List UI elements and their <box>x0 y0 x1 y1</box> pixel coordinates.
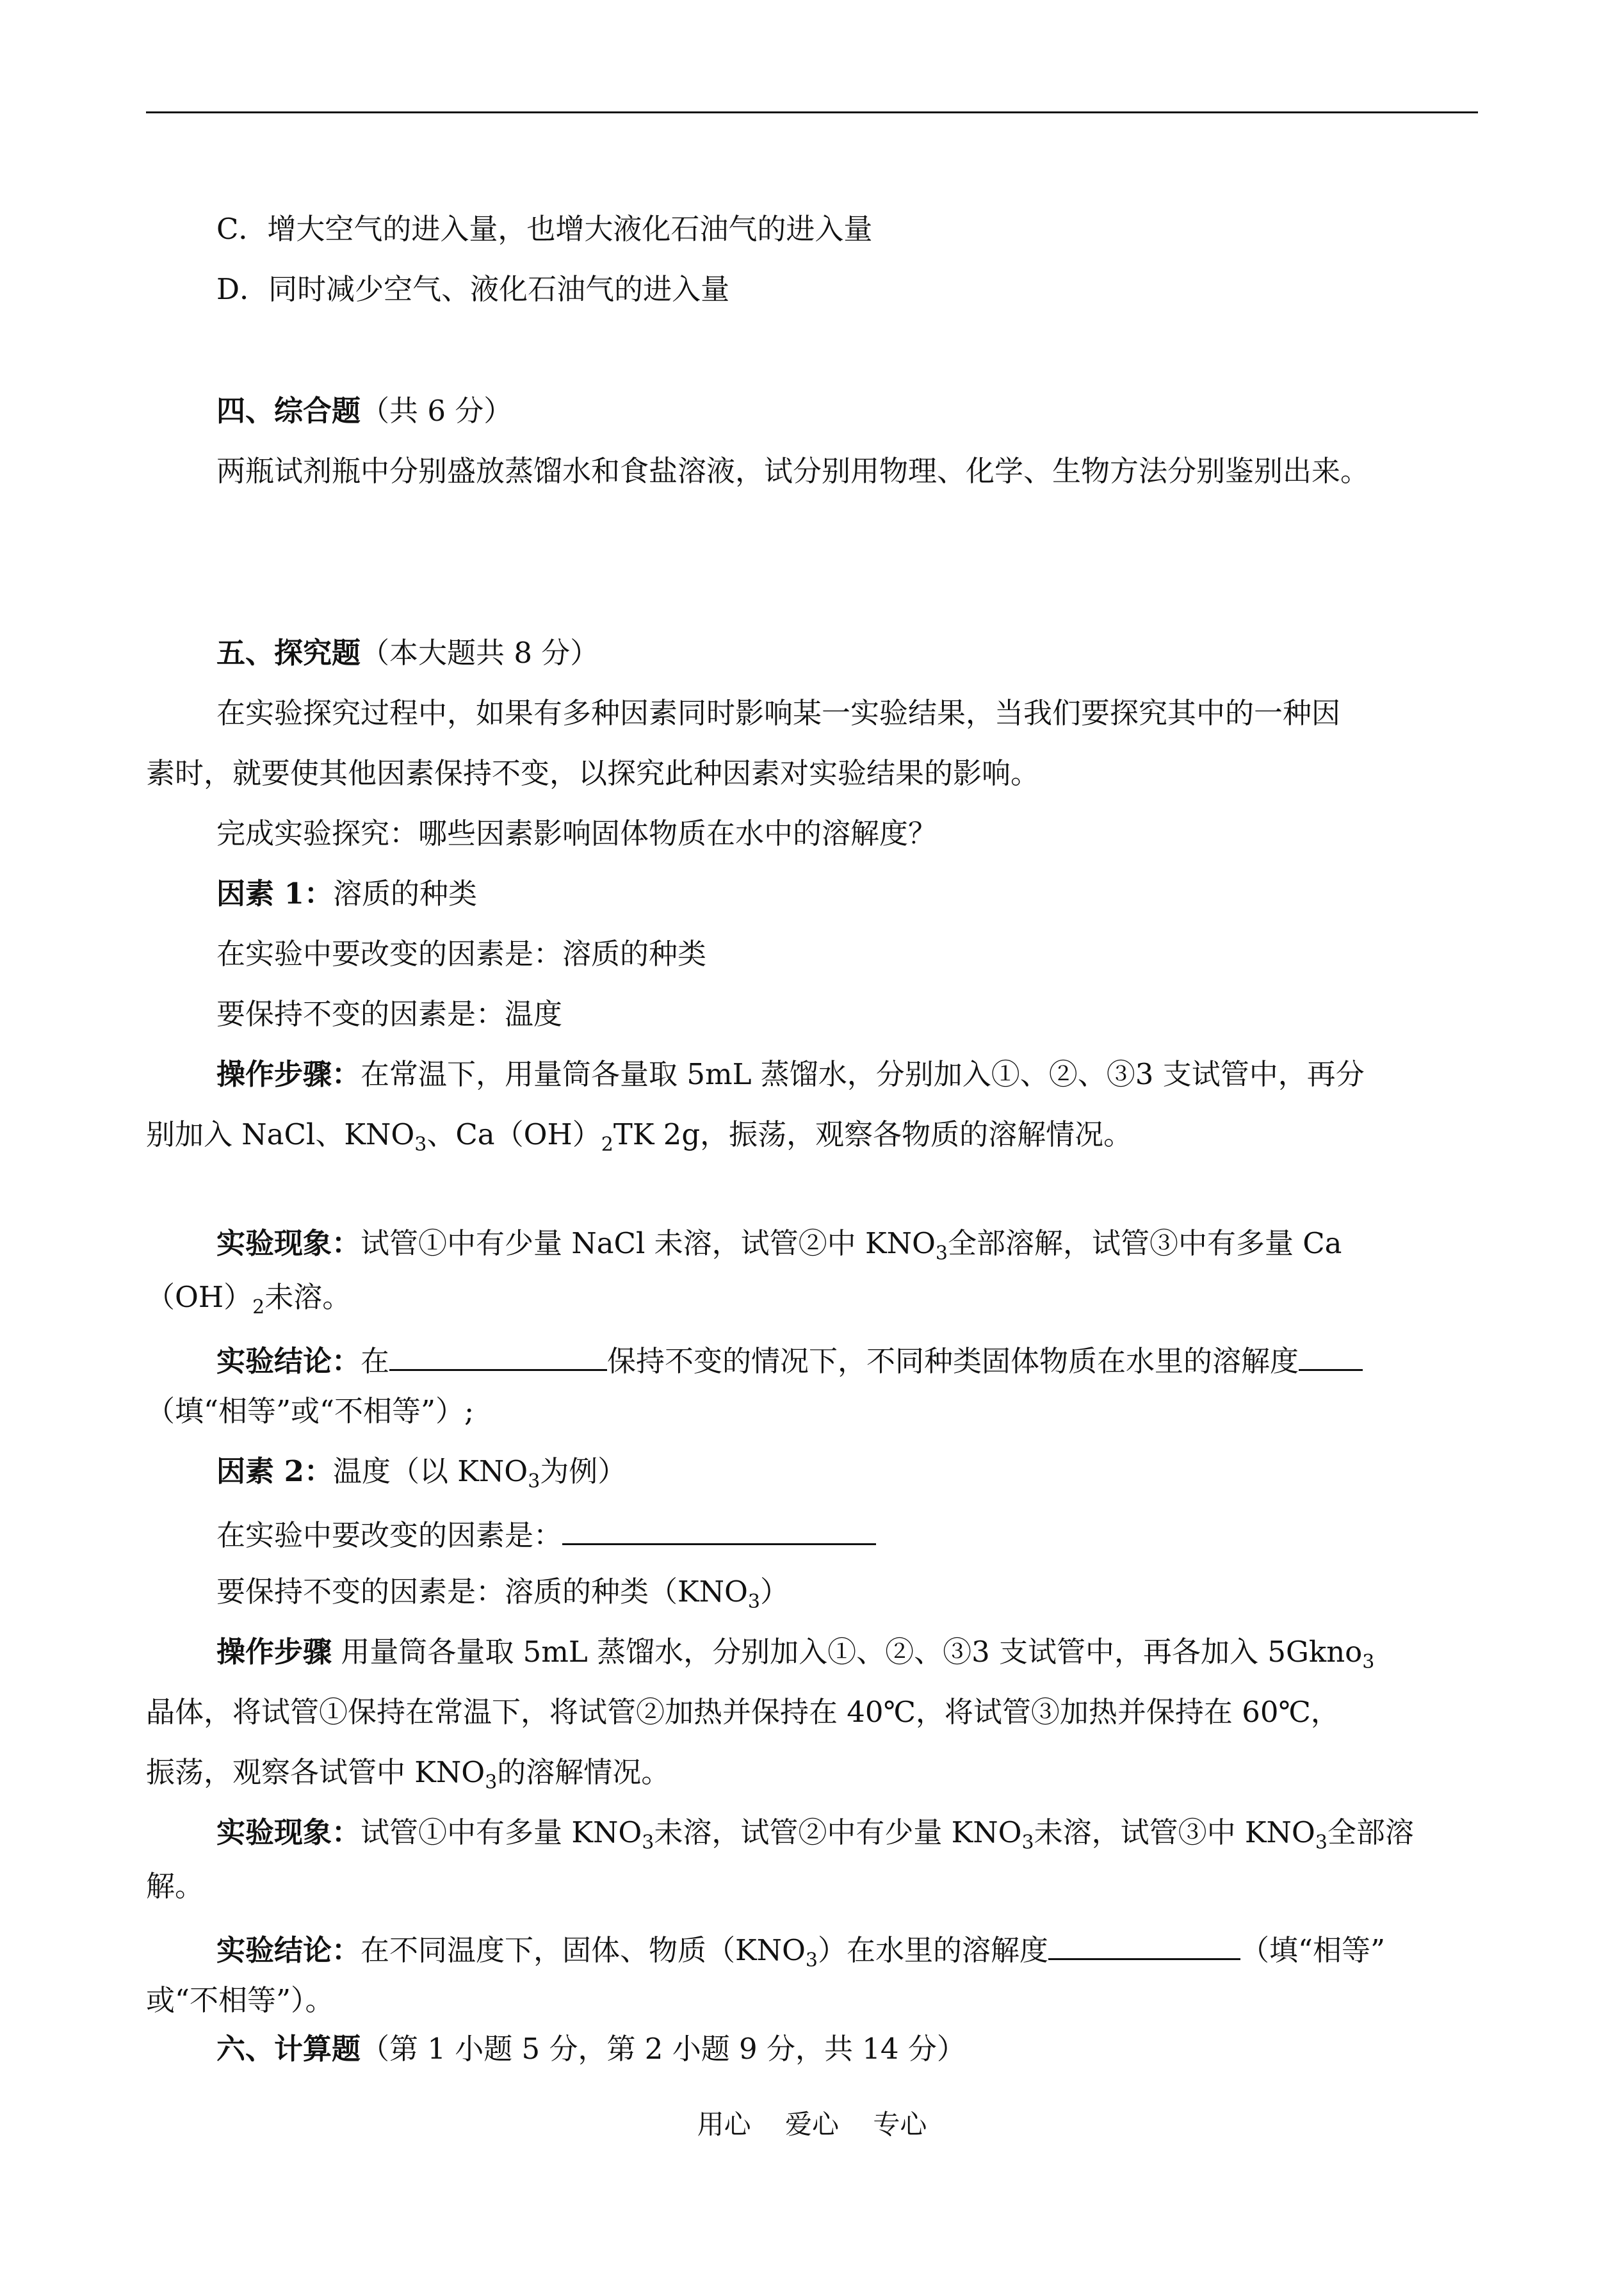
subscript: 3 <box>528 1470 540 1493</box>
text-run: ）在水里的溶解度 <box>818 1933 1049 1967</box>
text-run: （填“相等” <box>1240 1933 1386 1967</box>
text-run: 在不同温度下，固体、物质（KNO <box>361 1933 806 1967</box>
section-6-title: 六、计算题 <box>216 2032 361 2066</box>
factor-1-heading <box>216 875 477 913</box>
text-run: 、Ca（OH） <box>426 1117 601 1151</box>
text-run: 试管①中有多量 KNO <box>361 1815 642 1849</box>
section-5-points: （本大题共 8 分） <box>361 636 599 670</box>
option-c: C．增大空气的进入量，也增大液化石油气的进入量 <box>216 212 873 246</box>
text-run: 全部溶解，试管③中有多量 Ca <box>947 1226 1342 1260</box>
factor-1-keep: 要保持不变的因素是：温度 <box>216 997 563 1031</box>
text-run: ） <box>759 1575 789 1609</box>
text-run: 在实验中要改变的因素是： <box>216 1518 563 1552</box>
factor-2-operation-line-1 <box>216 1633 1374 1682</box>
text-run: 全部溶 <box>1327 1815 1414 1849</box>
factor-2-conclusion-line-1 <box>216 1927 1385 1980</box>
factor-2-label: 因素 2： <box>216 1454 333 1488</box>
text-run: 振荡，观察各试管中 KNO <box>146 1755 485 1789</box>
section-4-text: 两瓶试剂瓶中分别盛放蒸馏水和食盐溶液，试分别用物理、化学、生物方法分别鉴别出来。 <box>216 454 1370 488</box>
text-run: 用量筒各量取 5mL 蒸馏水，分别加入①、②、③3 支试管中，再各加入 5Gkno <box>332 1635 1363 1669</box>
factor-2-operation-line-3 <box>146 1753 670 1802</box>
text-run: 未溶，试管③中 KNO <box>1034 1815 1315 1849</box>
text-run: （OH） <box>146 1280 253 1314</box>
section-6-heading <box>216 2030 966 2068</box>
text-run: 未溶。 <box>264 1280 352 1314</box>
factor-1-label: 因素 1： <box>216 877 333 911</box>
factor-2-heading <box>216 1452 626 1501</box>
section-5-heading <box>216 634 599 672</box>
subscript: 3 <box>414 1133 427 1156</box>
subscript: 2 <box>252 1296 265 1318</box>
section-5-intro-line-1: 在实验探究过程中，如果有多种因素同时影响某一实验结果，当我们要探究其中的一种因 <box>216 696 1341 730</box>
option-d: D．同时减少空气、液化石油气的进入量 <box>216 272 730 306</box>
section-6-points: （第 1 小题 5 分，第 2 小题 9 分，共 14 分） <box>361 2032 966 2066</box>
factor-2-phenomenon-line-1 <box>216 1813 1414 1862</box>
subscript: 3 <box>747 1591 760 1613</box>
subscript: 3 <box>1315 1831 1328 1854</box>
factor-1-operation-text: 在常温下，用量筒各量取 5mL 蒸馏水，分别加入①、②、③3 支试管中，再分 <box>361 1057 1365 1091</box>
subscript: 3 <box>642 1831 654 1854</box>
answer-blank-4[interactable] <box>1048 1927 1240 1960</box>
factor-1-value: 溶质的种类 <box>332 877 477 911</box>
subscript: 3 <box>805 1949 818 1972</box>
factor-2-operation-line-2: 晶体，将试管①保持在常温下，将试管②加热并保持在 40℃，将试管③加热并保持在 60℃， <box>146 1695 1340 1729</box>
subscript: 3 <box>485 1771 498 1794</box>
header-rule <box>146 111 1478 113</box>
factor-2-phenomenon-label: 实验现象： <box>216 1815 361 1849</box>
text-run: 保持不变的情况下，不同种类固体物质在水里的溶解度 <box>607 1344 1299 1378</box>
factor-1-operation-label: 操作步骤： <box>216 1057 361 1091</box>
answer-blank-1[interactable] <box>389 1338 607 1371</box>
factor-2-conclusion-line-2: 或“不相等”）。 <box>146 1983 334 2017</box>
text-run: 别加入 NaCl、KNO <box>146 1117 415 1151</box>
subscript: 2 <box>601 1133 613 1156</box>
subscript: 3 <box>1362 1651 1375 1673</box>
text-run: 在 <box>361 1344 390 1378</box>
factor-1-phenomenon-label: 实验现象： <box>216 1226 361 1260</box>
factor-2-conclusion-label: 实验结论： <box>216 1933 361 1967</box>
factor-1-conclusion-line-1 <box>216 1338 1363 1381</box>
factor-1-phenomenon-line-1 <box>216 1224 1342 1273</box>
text-run: TK 2g，振荡，观察各物质的溶解情况。 <box>613 1117 1133 1151</box>
section-4-heading <box>216 392 512 430</box>
answer-blank-2[interactable] <box>1299 1338 1363 1371</box>
factor-1-phenomenon-line-2 <box>146 1278 351 1327</box>
text-run: 温度（以 KNO <box>332 1454 528 1488</box>
factor-2-operation-label: 操作步骤 <box>216 1635 332 1669</box>
subscript: 3 <box>935 1242 948 1265</box>
factor-1-operation-line-1 <box>216 1055 1365 1094</box>
factor-2-change <box>216 1512 876 1555</box>
answer-blank-3[interactable] <box>562 1512 876 1545</box>
text-run: 为例） <box>540 1454 627 1488</box>
text-run: 试管①中有少量 NaCl 未溶，试管②中 KNO <box>361 1226 936 1260</box>
factor-2-phenomenon-line-2: 解。 <box>146 1869 204 1903</box>
section-4-points: （共 6 分） <box>361 394 513 428</box>
section-4-title: 四、综合题 <box>216 394 361 428</box>
factor-1-change: 在实验中要改变的因素是：溶质的种类 <box>216 937 707 971</box>
factor-2-keep <box>216 1573 789 1621</box>
section-5-title: 五、探究题 <box>216 636 361 670</box>
text-run: 要保持不变的因素是：溶质的种类（KNO <box>216 1575 748 1609</box>
factor-1-operation-line-2 <box>146 1115 1132 1164</box>
factor-1-conclusion-line-2: （填“相等”或“不相等”）; <box>146 1394 475 1428</box>
text-run: 未溶，试管②中有少量 KNO <box>654 1815 1022 1849</box>
page-footer: 用心 爱心 专心 <box>697 2109 927 2140</box>
subscript: 3 <box>1021 1831 1034 1854</box>
text-run: 的溶解情况。 <box>497 1755 670 1789</box>
section-5-intro-line-2: 素时，就要使其他因素保持不变，以探究此种因素对实验结果的影响。 <box>146 756 1040 790</box>
section-5-task: 完成实验探究：哪些因素影响固体物质在水中的溶解度？ <box>216 816 938 850</box>
factor-1-conclusion-label: 实验结论： <box>216 1344 361 1378</box>
